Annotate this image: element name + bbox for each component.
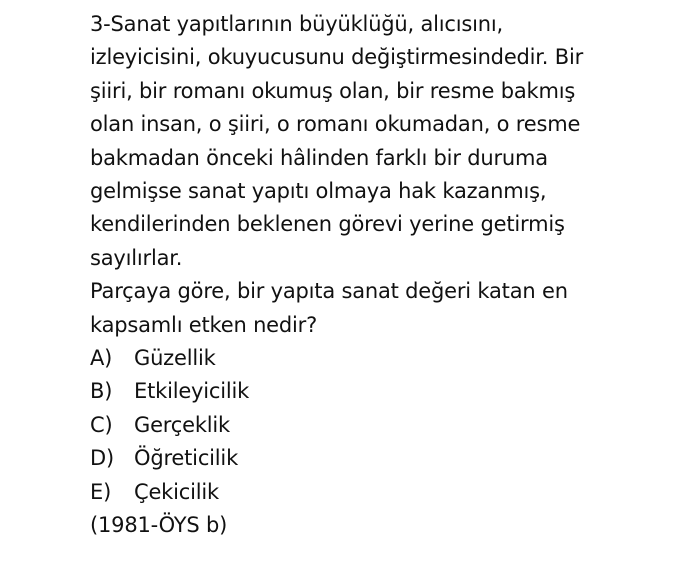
passage — [90, 8, 660, 275]
question-stem — [90, 275, 660, 342]
passage-line: sayılırlar. — [90, 245, 183, 270]
option-letter: C) — [90, 412, 113, 437]
option-c[interactable] — [90, 409, 660, 442]
question-line: Parçaya göre, bir yapıta sanat değeri katan en — [90, 279, 568, 304]
passage-line: olan insan, o şiiri, o romanı okumadan, o resme — [90, 112, 581, 137]
question-line: kapsamlı etken nedir? — [90, 312, 318, 337]
option-text: Öğreticilik — [134, 446, 239, 471]
option-text: Güzellik — [134, 346, 216, 371]
option-letter: A) — [90, 346, 113, 371]
option-letter: E) — [90, 479, 112, 504]
option-text: Gerçeklik — [134, 412, 231, 437]
passage-line: gelmişse sanat yapıtı olmaya hak kazanmış, — [90, 179, 547, 204]
passage-line: kendilerinden beklenen görevi yerine getirmiş — [90, 212, 565, 237]
passage-line: izleyicisini, okuyucusunu değiştirmesindedir. Bir — [90, 45, 584, 70]
passage-line: şiiri, bir romanı okumuş olan, bir resme bakmış — [90, 78, 576, 103]
option-letter: B) — [90, 379, 113, 404]
option-text: Etkileyicilik — [134, 379, 250, 404]
question-block — [90, 8, 660, 543]
option-text: Çekicilik — [134, 479, 219, 504]
options-list — [90, 342, 660, 509]
option-e[interactable] — [90, 476, 660, 509]
option-a[interactable] — [90, 342, 660, 375]
passage-line: 3-Sanat yapıtlarının büyüklüğü, alıcısını, — [90, 12, 504, 36]
option-d[interactable] — [90, 442, 660, 475]
passage-line: bakmadan önceki hâlinden farklı bir duruma — [90, 145, 548, 170]
source-citation: (1981-ÖYS b) — [90, 513, 228, 538]
option-b[interactable] — [90, 375, 660, 408]
option-letter: D) — [90, 446, 114, 471]
